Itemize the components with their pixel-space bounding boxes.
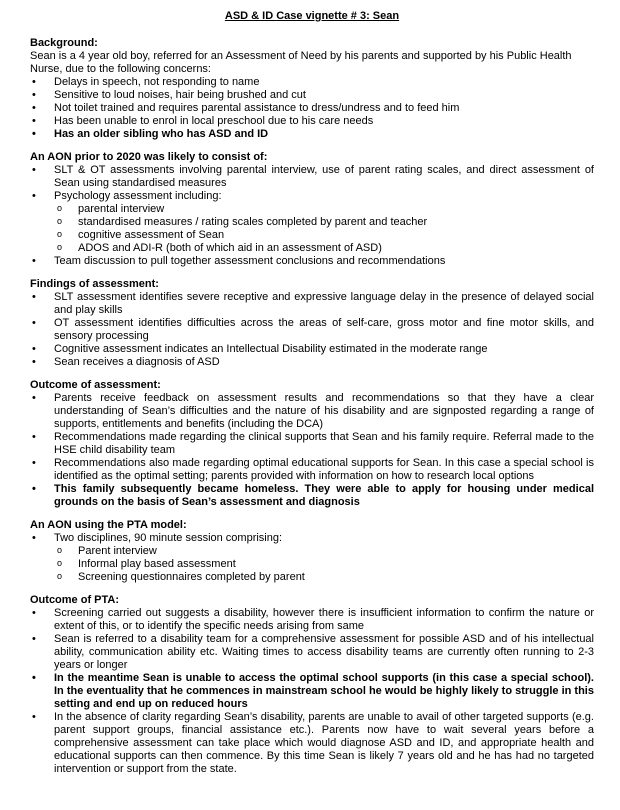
bullet-list xyxy=(30,392,594,509)
section-heading: Findings of assessment: xyxy=(30,278,159,290)
list-item: • SLT assessment identifies severe receptive and expressive language delay in the presence of delayed social and play skills xyxy=(30,291,594,317)
bullet-list xyxy=(30,76,594,141)
sub-list-item: o Informal play based assessment xyxy=(30,558,594,571)
list-item: • Not toilet trained and requires parental assistance to dress/undress and to feed him xyxy=(30,102,594,115)
bullet-list xyxy=(30,607,594,776)
list-item: • Recommendations made regarding the clinical supports that Sean and his family require. Referral made to the HSE child disability team xyxy=(30,431,594,457)
section-heading: Outcome of PTA: xyxy=(30,594,120,606)
section-pta-model xyxy=(30,519,594,584)
list-item: • Psychology assessment including: xyxy=(30,190,594,203)
section-outcome xyxy=(30,379,594,509)
list-item: • Screening carried out suggests a disability, however there is insufficient information to confirm the nature or extent of this, or to identify the specific needs arising from same xyxy=(30,607,594,633)
section-heading: An AON using the PTA model: xyxy=(30,519,187,531)
list-item: • Parents receive feedback on assessment results and recommendations so that they have a clear understanding of Sean’s difficulties and the nature of his disability and are signposted regarding a range of supports, entitlements and benefits (including the DCA) xyxy=(30,392,594,431)
list-item: • Sean is referred to a disability team for a comprehensive assessment for possible ASD and of his intellectual ability, communication ability etc. Waiting times to access disability teams are currently often running to 2-3 years or longer xyxy=(30,633,594,672)
sub-list-item: o parental interview xyxy=(30,203,594,216)
list-item: • Has been unable to enrol in local preschool due to his care needs xyxy=(30,115,594,128)
list-item: • Delays in speech, not responding to name xyxy=(30,76,594,89)
list-item: • Two disciplines, 90 minute session comprising: xyxy=(30,532,594,545)
list-item: • Cognitive assessment indicates an Intellectual Disability estimated in the moderate range xyxy=(30,343,594,356)
section-heading: Outcome of assessment: xyxy=(30,379,161,391)
section-heading: Background: xyxy=(30,37,98,49)
sub-list-item: o cognitive assessment of Sean xyxy=(30,229,594,242)
list-item: • Sean receives a diagnosis of ASD xyxy=(30,356,594,369)
list-item: • Team discussion to pull together assessment conclusions and recommendations xyxy=(30,255,594,268)
bullet-list xyxy=(30,291,594,369)
section-heading: An AON prior to 2020 was likely to consist of: xyxy=(30,151,268,163)
paragraph: Sean is a 4 year old boy, referred for an Assessment of Need by his parents and supported by his Public Health Nurse, due to the following concerns: xyxy=(30,50,572,75)
list-item: • In the meantime Sean is unable to access the optimal school supports (in this case a special school). In the eventuality that he commences in mainstream school he would be highly likely to struggle in this setting and end up on reduced hours xyxy=(30,672,594,711)
document-title: ASD & ID Case vignette # 3: Sean xyxy=(224,10,400,22)
list-item: • Sensitive to loud noises, hair being brushed and cut xyxy=(30,89,594,102)
sub-list-item: o Parent interview xyxy=(30,545,594,558)
list-item: • This family subsequently became homeless. They were able to apply for housing under medical grounds on the basis of Sean’s assessment and diagnosis xyxy=(30,483,594,509)
list-item: • SLT & OT assessments involving parental interview, use of parent rating scales, and direct assessment of Sean using standardised measures xyxy=(30,164,594,190)
section-pta-outcome xyxy=(30,594,594,776)
section-aon-prior xyxy=(30,151,594,268)
bullet-list xyxy=(30,164,594,268)
list-item: • Has an older sibling who has ASD and ID xyxy=(30,128,594,141)
sub-list-item: o Screening questionnaires completed by parent xyxy=(30,571,594,584)
section-findings xyxy=(30,278,594,369)
list-item: • Recommendations also made regarding optimal educational supports for Sean. In this case a special school is identified as the optimal setting; parents provided with information on how to research local options xyxy=(30,457,594,483)
list-item: • OT assessment identifies difficulties across the areas of self-care, gross motor and fine motor skills, and sensory processing xyxy=(30,317,594,343)
bullet-list xyxy=(30,532,594,584)
sub-list-item: o ADOS and ADI-R (both of which aid in an assessment of ASD) xyxy=(30,242,594,255)
sub-list-item: o standardised measures / rating scales completed by parent and teacher xyxy=(30,216,594,229)
list-item: • In the absence of clarity regarding Sean’s disability, parents are unable to avail of other targeted supports (e.g. parent support groups, financial assistance etc.). Parents now have to wait several years before a comprehensive assessment can take place which would diagnose ASD and ID, and appropriate health and educational supports can then commence. By this time Sean is likely 7 years old and he has had no targeted intervention or support from the state. xyxy=(30,711,594,776)
section-background xyxy=(30,37,594,141)
